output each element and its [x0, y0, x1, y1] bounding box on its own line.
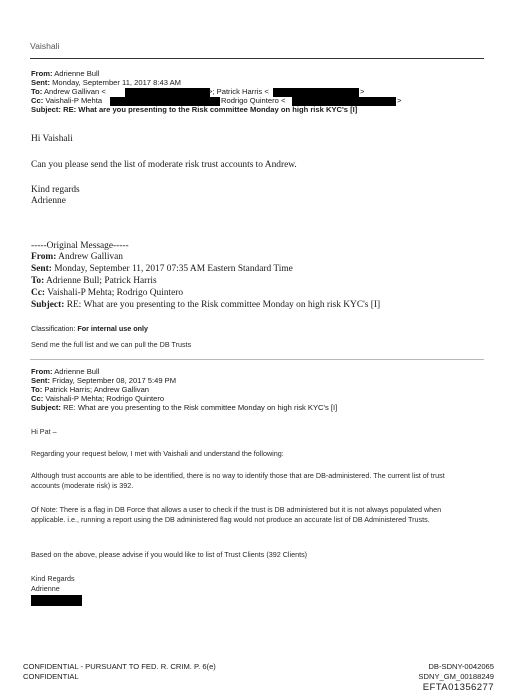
email2-subject-row: [31, 300, 380, 311]
email2-sent-row: [31, 264, 293, 275]
sent-value: Monday, September 11, 2017 07:35 AM Eastern Standard Time: [54, 264, 293, 274]
from-label: From:: [31, 252, 57, 262]
cc-value: Vaishali-P Mehta; Rodrigo Quintero: [47, 288, 184, 298]
email2-to-row: [31, 276, 157, 287]
from-value: Adrienne Bull: [54, 69, 100, 78]
cc-label: Cc:: [31, 288, 46, 298]
email1-closing: Kind regards: [31, 185, 80, 195]
cc-value-b: Rodrigo Quintero <: [221, 96, 286, 105]
classification-value: For internal use only: [77, 324, 149, 333]
to-label: To:: [31, 276, 45, 286]
email1-subject-row: [31, 105, 357, 115]
from-label: From:: [31, 69, 53, 78]
email3-subject-row: [31, 403, 337, 413]
sent-label: Sent:: [31, 78, 50, 87]
email3-paragraph-1: Regarding your request below, I met with Vaishali and understand the following:: [31, 449, 284, 458]
email3-paragraph-2: Although trust accounts are able to be identified, there is no way to identify those that are DB-administered. The current list of trust accounts (moderate risk) is 392.: [31, 471, 445, 491]
email3-paragraph-3: Of Note: There is a flag in DB Force that allows a user to check if the trust is DB administered but it is not always populated when applicable. i.e., running a report using the DB administered flag would not produce an accurate list of DB Administered Trusts.: [31, 505, 442, 525]
redaction-box: [125, 88, 210, 97]
to-label: To:: [31, 87, 43, 96]
email3-signature: Adrienne: [31, 584, 60, 593]
cc-value: Vaishali-P Mehta; Rodrigo Quintero: [45, 394, 165, 403]
footer-confidential-grand-jury: CONFIDENTIAL - PURSUANT TO FED. R. CRIM. P. 6(e): [23, 662, 216, 671]
subject-value: RE: What are you presenting to the Risk committee Monday on high risk KYC's [I]: [63, 105, 358, 114]
to-value: Patrick Harris; Andrew Gallivan: [44, 385, 150, 394]
footer-bates-sdny: SDNY_GM_00188249: [418, 672, 494, 681]
sender-name: Vaishali: [30, 41, 60, 51]
to-label: To:: [31, 385, 43, 394]
to-value-a: Andrew Gallivan <: [43, 87, 106, 96]
email1-body: Can you please send the list of moderate risk trust accounts to Andrew.: [31, 160, 297, 170]
sent-label: Sent:: [31, 264, 52, 274]
from-value: Adrienne Bull: [54, 367, 100, 376]
cc-value-c: >: [397, 96, 402, 105]
email3-closing: Kind Regards: [31, 574, 75, 583]
sent-value: Monday, September 11, 2017 8:43 AM: [52, 78, 182, 87]
top-divider: [30, 58, 484, 59]
sent-value: Friday, September 08, 2017 5:49 PM: [52, 376, 177, 385]
email2-cc-row: [31, 288, 183, 299]
section-divider: [30, 359, 484, 360]
from-value: Andrew Gallivan: [58, 252, 123, 262]
to-value-c: >: [360, 87, 365, 96]
subject-label: Subject:: [31, 105, 61, 114]
email1-greeting: Hi Vaishali: [31, 134, 73, 144]
from-label: From:: [31, 367, 53, 376]
redaction-box: [273, 88, 359, 97]
cc-label: Cc:: [31, 394, 44, 403]
email2-body: Send me the full list and we can pull the DB Trusts: [31, 340, 192, 349]
subject-label: Subject:: [31, 403, 61, 412]
email1-signature: Adrienne: [31, 196, 66, 206]
original-message-divider: -----Original Message-----: [31, 241, 129, 251]
classification-label: Classification:: [31, 324, 76, 333]
subject-value: RE: What are you presenting to the Risk committee Monday on high risk KYC's [I]: [63, 403, 338, 412]
email3-paragraph-4: Based on the above, please advise if you would like to list of Trust Clients (392 Clients): [31, 550, 308, 559]
sent-label: Sent:: [31, 376, 50, 385]
footer-bates-db: DB-SDNY-0042065: [428, 662, 494, 671]
footer-bates-efta: EFTA01356277: [422, 682, 494, 693]
cc-value-a: Vaishali-P Mehta: [45, 96, 103, 105]
email2-from-row: [31, 252, 123, 263]
email3-greeting: Hi Pat –: [31, 427, 57, 436]
to-value-b: >; Patrick Harris <: [208, 87, 269, 96]
subject-label: Subject:: [31, 300, 65, 310]
to-value: Adrienne Bull; Patrick Harris: [46, 276, 157, 286]
footer-confidential: CONFIDENTIAL: [23, 672, 79, 681]
cc-label: Cc:: [31, 96, 44, 105]
redaction-box: [31, 595, 82, 606]
classification-row: [31, 324, 148, 333]
subject-value: RE: What are you presenting to the Risk committee Monday on high risk KYC's [I]: [66, 300, 381, 310]
